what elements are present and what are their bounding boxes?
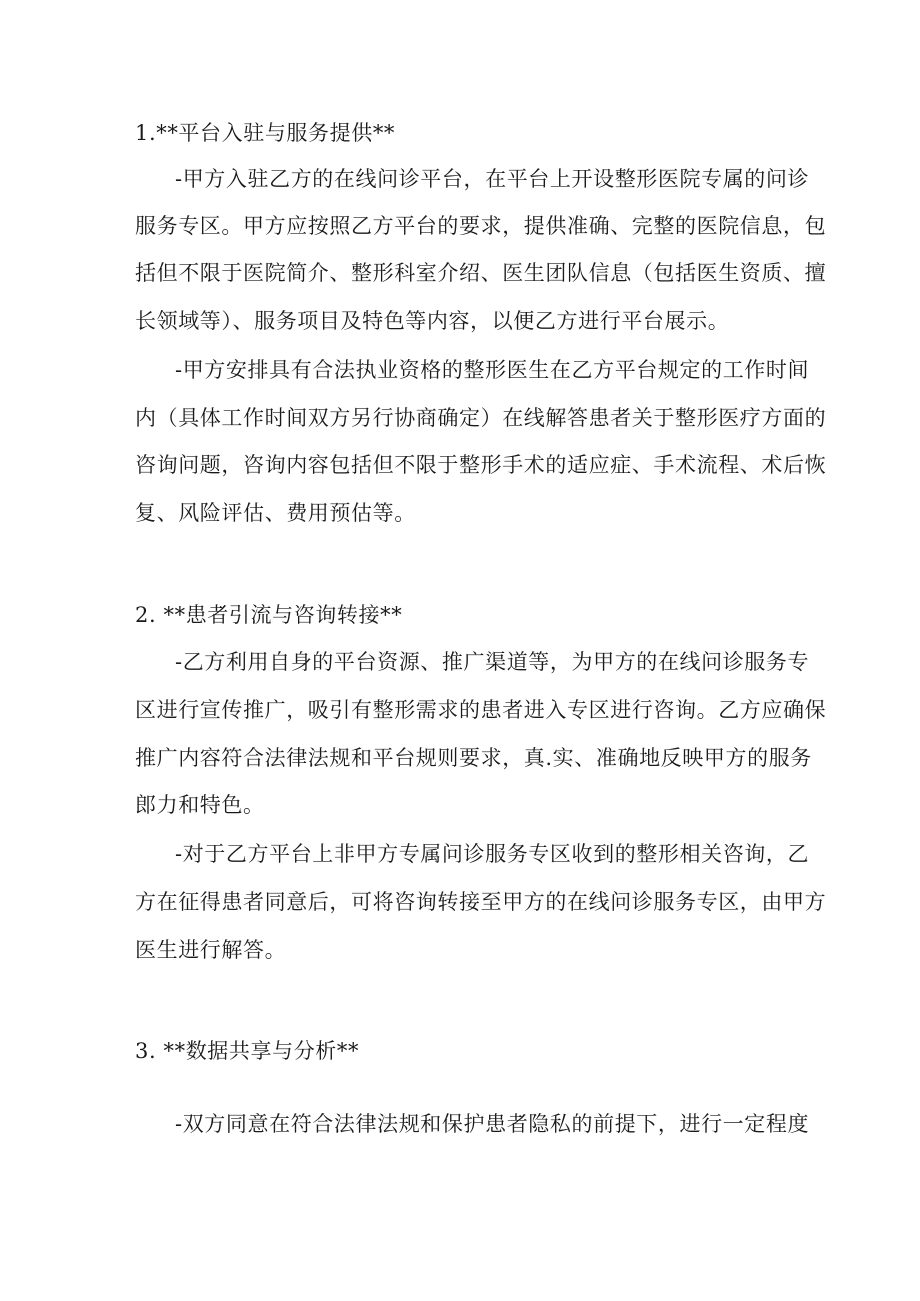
section-2-para-2-line-2: 方在征得患者同意后，可将咨询转接至甲方的在线问诊服务专区，由甲方 bbox=[135, 890, 827, 914]
section-1-para-2-line-3: 咨询问题，咨询内容包括但不限于整形手术的适应症、手术流程、术后恢 bbox=[135, 453, 827, 477]
section-1-para-1-line-3: 括但不限于医院简介、整形科室介绍、医生团队信息（包括医生资质、擅 bbox=[135, 261, 827, 285]
section-3-heading: 3. **数据共享与分析** bbox=[135, 1039, 360, 1063]
section-3-para-1-line-1: -双方同意在符合法律法规和保护患者隐私的前提下，进行一定程度 bbox=[175, 1112, 810, 1136]
section-1-heading: 1.**平台入驻与服务提供** bbox=[135, 121, 396, 145]
section-1-para-2-line-2: 内（具体工作时间双方另行协商确定）在线解答患者关于整形医疗方面的 bbox=[135, 406, 827, 430]
section-2-para-2-line-3: 医生进行解答。 bbox=[135, 938, 287, 962]
section-1-para-2-line-4: 复、风险评估、费用预估等。 bbox=[135, 501, 416, 525]
section-1-para-1-line-4: 长领域等）、服务项目及特色等内容，以便乙方进行平台展示。 bbox=[135, 309, 730, 333]
section-2-para-2-line-1: -对于乙方平台上非甲方专属问诊服务专区收到的整形相关咨询，乙 bbox=[175, 842, 810, 866]
section-2-para-1-line-1: -乙方利用自身的平台资源、推广渠道等，为甲方的在线问诊服务专 bbox=[175, 650, 810, 674]
section-2-para-1-line-4: 郎力和特色。 bbox=[135, 793, 265, 817]
section-2-para-1-line-2: 区进行宣传推广，吸引有整形需求的患者进入专区进行咨询。乙方应确保 bbox=[135, 698, 827, 722]
section-1-para-1-line-2: 服务专区。甲方应按照乙方平台的要求，提供准确、完整的医院信息，包 bbox=[135, 214, 827, 238]
section-2-para-1-line-3: 推广内容符合法律法规和平台规则要求，真.实、准确地反映甲方的服务 bbox=[135, 746, 812, 770]
section-1-para-2-line-1: -甲方安排具有合法执业资格的整形医生在乙方平台规定的工作时间 bbox=[175, 358, 810, 382]
section-2-heading: 2. **患者引流与咨询转接** bbox=[135, 603, 403, 627]
section-1-para-1-line-1: -甲方入驻乙方的在线问诊平台，在平台上开设整形医院专属的问诊 bbox=[175, 167, 810, 191]
